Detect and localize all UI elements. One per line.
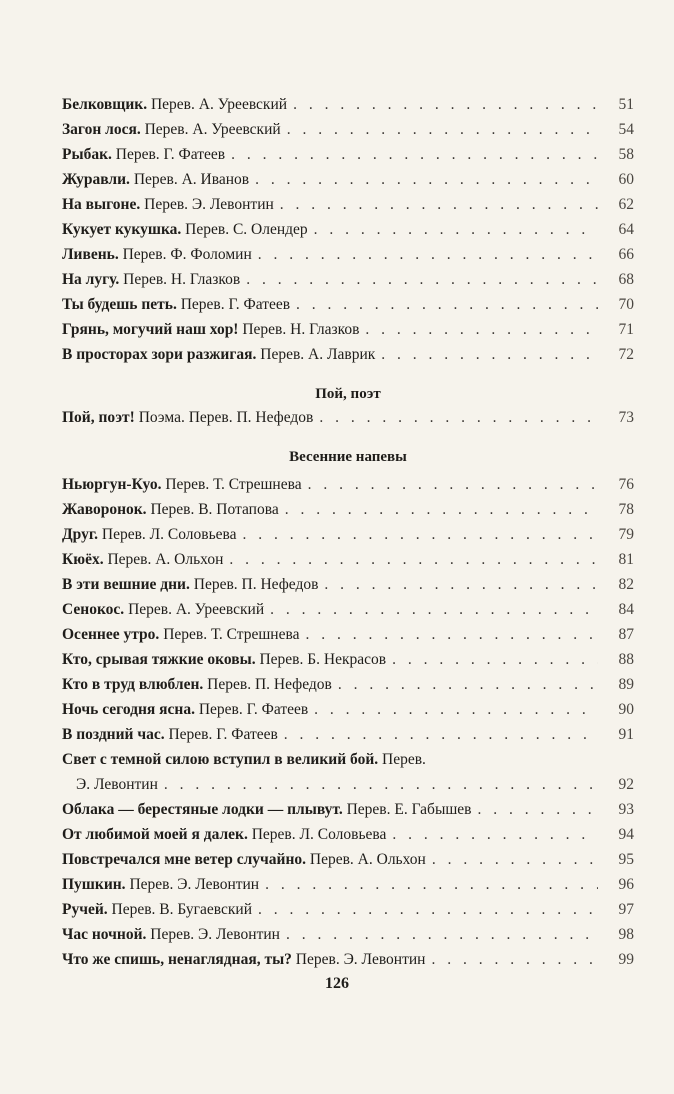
toc-entry — [62, 726, 634, 751]
toc-entry — [62, 346, 634, 371]
toc-entry-author: Перев. Б. Некрасов — [259, 651, 387, 668]
section-heading-vesennie-napevy: Весенние напевы — [289, 449, 407, 465]
toc-entry — [62, 826, 634, 851]
toc-entry-page: 54 — [618, 121, 634, 138]
toc-entry-page: 82 — [618, 576, 634, 593]
toc-entry — [62, 526, 634, 551]
dot-leader — [284, 726, 598, 744]
toc-entry-title: От любимой моей я далек. — [62, 826, 248, 843]
toc-entry-page: 97 — [618, 901, 634, 918]
toc-entry-page: 66 — [618, 246, 634, 263]
toc-entry-author: Перев. А. Иванов — [133, 171, 250, 188]
toc-entry — [62, 676, 634, 701]
toc-entry — [62, 626, 634, 651]
dot-leader — [305, 626, 598, 644]
toc-entry-title: Загон лося. — [62, 121, 141, 138]
dot-leader — [314, 701, 598, 719]
toc-entry — [62, 576, 634, 601]
toc-entry-author: Перев. В. Бугаевский — [111, 901, 252, 918]
toc-entry-title: В эти вешние дни. — [62, 576, 190, 593]
toc-entry — [62, 551, 634, 576]
dot-leader — [392, 651, 598, 669]
dot-leader — [293, 96, 598, 114]
toc-entry-title: Час ночной. — [62, 926, 147, 943]
toc-entry — [62, 146, 634, 171]
toc-entry — [62, 701, 634, 726]
toc-entry-title: Белковщик. — [62, 96, 148, 113]
section-heading-poi-poet: Пой, поэт — [315, 386, 381, 402]
toc-entry-author: Перев. Е. Габышев — [346, 801, 472, 818]
dot-leader — [229, 551, 598, 569]
entry-group-1 — [62, 96, 634, 371]
toc-entry-title: Ночь сегодня ясна. — [62, 701, 195, 718]
toc-entry-page: 91 — [618, 726, 634, 743]
dot-leader — [392, 826, 598, 844]
toc-entry-author: Поэма. Перев. П. Нефедов — [138, 409, 314, 426]
dot-leader — [270, 601, 598, 619]
toc-entry — [62, 901, 634, 926]
toc-entry — [62, 851, 634, 876]
dot-leader — [308, 476, 598, 494]
toc-entry-author: Перев. Ф. Фоломин — [122, 246, 252, 263]
toc-entry — [62, 476, 634, 501]
toc-entry-author: Перев. Э. Левонтин — [295, 951, 426, 968]
toc-entry-title: Друг. — [62, 526, 98, 543]
toc-entry-title: Кто в труд влюблен. — [62, 676, 204, 693]
toc-entry-author: Перев. П. Нефедов — [207, 676, 332, 693]
toc-entry-title: Свет с темной силою вступил в великий бой. — [62, 751, 379, 768]
toc-entry-author: Перев. А. Уреевский — [144, 121, 281, 138]
toc-entry-title: Повстречался мне ветер случайно. — [62, 851, 307, 868]
toc-entry-page: 99 — [618, 951, 634, 968]
toc-entry-author: Перев. В. Потапова — [150, 501, 279, 518]
dot-leader — [431, 951, 598, 969]
toc-entry-title: Пой, поэт! — [62, 409, 135, 426]
toc-entry — [62, 171, 634, 196]
dot-leader — [478, 801, 599, 819]
toc-entry-page: 51 — [618, 96, 634, 113]
dot-leader — [246, 271, 598, 289]
dot-leader — [287, 121, 598, 139]
toc-entry-page: 81 — [618, 551, 634, 568]
toc-entry — [62, 321, 634, 346]
toc-entry-title: Кто, срывая тяжкие оковы. — [62, 651, 256, 668]
toc-entry-author: Перев. Г. Фатеев — [115, 146, 226, 163]
toc-entry-title: Ньюргун-Куо. — [62, 476, 162, 493]
dot-leader — [285, 501, 598, 519]
page-number: 126 — [325, 975, 349, 992]
toc-entry-author: Перев. Г. Фатеев — [180, 296, 291, 313]
toc-entry-title: На выгоне. — [62, 196, 141, 213]
toc-entry-page: 73 — [618, 409, 634, 426]
toc-entry-author: Перев. Л. Соловьева — [251, 826, 387, 843]
toc-entry-title: Журавли. — [62, 171, 130, 188]
dot-leader — [296, 296, 598, 314]
dot-leader — [243, 526, 598, 544]
dot-leader — [381, 346, 598, 364]
toc-entry-page: 62 — [618, 196, 634, 213]
toc-entry — [62, 96, 634, 121]
toc-entry-title: Ты будешь петь. — [62, 296, 177, 313]
toc-entry-page: 76 — [618, 476, 634, 493]
toc-entry-page: 71 — [618, 321, 634, 338]
toc-entry-author: Перев. — [382, 751, 426, 768]
toc-entry-page: 70 — [618, 296, 634, 313]
toc-entry-page: 60 — [618, 171, 634, 188]
toc-entry-author: Перев. А. Уреевский — [150, 96, 288, 113]
toc-entry — [62, 271, 634, 296]
dot-leader — [258, 246, 598, 264]
toc-entry-page: 72 — [618, 346, 634, 363]
toc-entry-page: 78 — [618, 501, 634, 518]
toc-entry — [62, 196, 634, 221]
dot-leader — [314, 221, 598, 239]
dot-leader — [280, 196, 598, 214]
toc-entry-title: На лугу. — [62, 271, 120, 288]
toc-entry-title: Осеннее утро. — [62, 626, 160, 643]
toc-entry-author: Перев. Э. Левонтин — [150, 926, 280, 943]
toc-entry-page: 96 — [618, 876, 634, 893]
dot-leader — [324, 576, 598, 594]
toc-entry-title: Сенокос. — [62, 601, 125, 618]
toc-entry-page: 89 — [618, 676, 634, 693]
toc-entry-author: Перев. Н. Глазков — [242, 321, 360, 338]
toc-entry-author: Перев. Г. Фатеев — [168, 726, 278, 743]
dot-leader — [164, 776, 598, 794]
toc-entry-author: Перев. А. Уреевский — [128, 601, 265, 618]
toc-entry — [62, 296, 634, 321]
toc-entry — [62, 951, 634, 976]
toc-entry-title: Что же спишь, ненаглядная, ты? — [62, 951, 292, 968]
toc-entry-author: Перев. Г. Фатеев — [198, 701, 309, 718]
toc-entry — [62, 501, 634, 526]
toc-entry-author: Перев. Н. Глазков — [123, 271, 241, 288]
dot-leader — [231, 146, 598, 164]
toc-entry-page: 92 — [618, 776, 634, 793]
toc-entry-author: Перев. А. Ольхон — [107, 551, 224, 568]
toc-entry-author: Перев. Л. Соловьева — [101, 526, 237, 543]
toc-entry-page: 90 — [618, 701, 634, 718]
toc-entry-line-2 — [62, 776, 634, 801]
toc-entry-page: 64 — [618, 221, 634, 238]
toc-entry-page: 68 — [618, 271, 634, 288]
toc-entry-author: Перев. Т. Стрешнева — [163, 626, 300, 643]
dot-leader — [432, 851, 598, 869]
toc-entry-author: Перев. А. Лаврик — [260, 346, 376, 363]
toc-entry-title: В поздний час. — [62, 726, 165, 743]
toc-entry-author: Перев. Э. Левонтин — [144, 196, 274, 213]
toc-entry — [62, 651, 634, 676]
toc-entry-page: 88 — [618, 651, 634, 668]
toc-entry-page: 95 — [618, 851, 634, 868]
toc-entry-title: Рыбак. — [62, 146, 112, 163]
dot-leader — [286, 926, 598, 944]
toc-entry-title: В просторах зори разжигая. — [62, 346, 257, 363]
toc-entry-author: Перев. Э. Левонтин — [129, 876, 260, 893]
toc-entry — [62, 246, 634, 271]
toc-entry-author: Перев. Т. Стрешнева — [165, 476, 302, 493]
toc-entry-wrapped — [62, 751, 634, 801]
toc-entry-title: Пушкин. — [62, 876, 126, 893]
toc-entry-title: Жаворонок. — [62, 501, 147, 518]
toc-entry-title: Облака — берестяные лодки — плывут. — [62, 801, 343, 818]
toc-entry — [62, 876, 634, 901]
toc-entry — [62, 601, 634, 626]
toc-entry — [62, 221, 634, 246]
toc-entry-page: 84 — [618, 601, 634, 618]
dot-leader — [255, 171, 598, 189]
toc-entry — [62, 801, 634, 826]
dot-leader — [265, 876, 598, 894]
toc-entry-title: Ливень. — [62, 246, 119, 263]
toc-entry-author: Перев. П. Нефедов — [193, 576, 319, 593]
toc-entry-page: 93 — [618, 801, 634, 818]
toc-entry-title: Грянь, могучий наш хор! — [62, 321, 239, 338]
dot-leader — [365, 321, 598, 339]
toc-entry-author-cont: Э. Левонтин — [76, 776, 158, 793]
toc-entry-title: Ручей. — [62, 901, 108, 918]
toc-entry-page: 79 — [618, 526, 634, 543]
toc-entry-page: 94 — [618, 826, 634, 843]
toc-entry-page: 87 — [618, 626, 634, 643]
entry-group-2 — [62, 409, 634, 434]
dot-leader — [319, 409, 598, 427]
toc-entry-author: Перев. С. Олендер — [185, 221, 308, 238]
dot-leader — [258, 901, 598, 919]
entry-group-3 — [62, 476, 634, 751]
table-of-contents — [62, 96, 634, 976]
toc-entry — [62, 926, 634, 951]
toc-entry-title: Кюёх. — [62, 551, 104, 568]
dot-leader — [338, 676, 598, 694]
toc-entry-line-1 — [62, 751, 634, 776]
toc-entry — [62, 121, 634, 146]
toc-entry-title: Кукует кукушка. — [62, 221, 182, 238]
entry-group-4 — [62, 801, 634, 976]
toc-entry-page: 58 — [618, 146, 634, 163]
toc-entry-author: Перев. А. Ольхон — [309, 851, 426, 868]
toc-entry-page: 98 — [618, 926, 634, 943]
toc-entry — [62, 409, 634, 434]
